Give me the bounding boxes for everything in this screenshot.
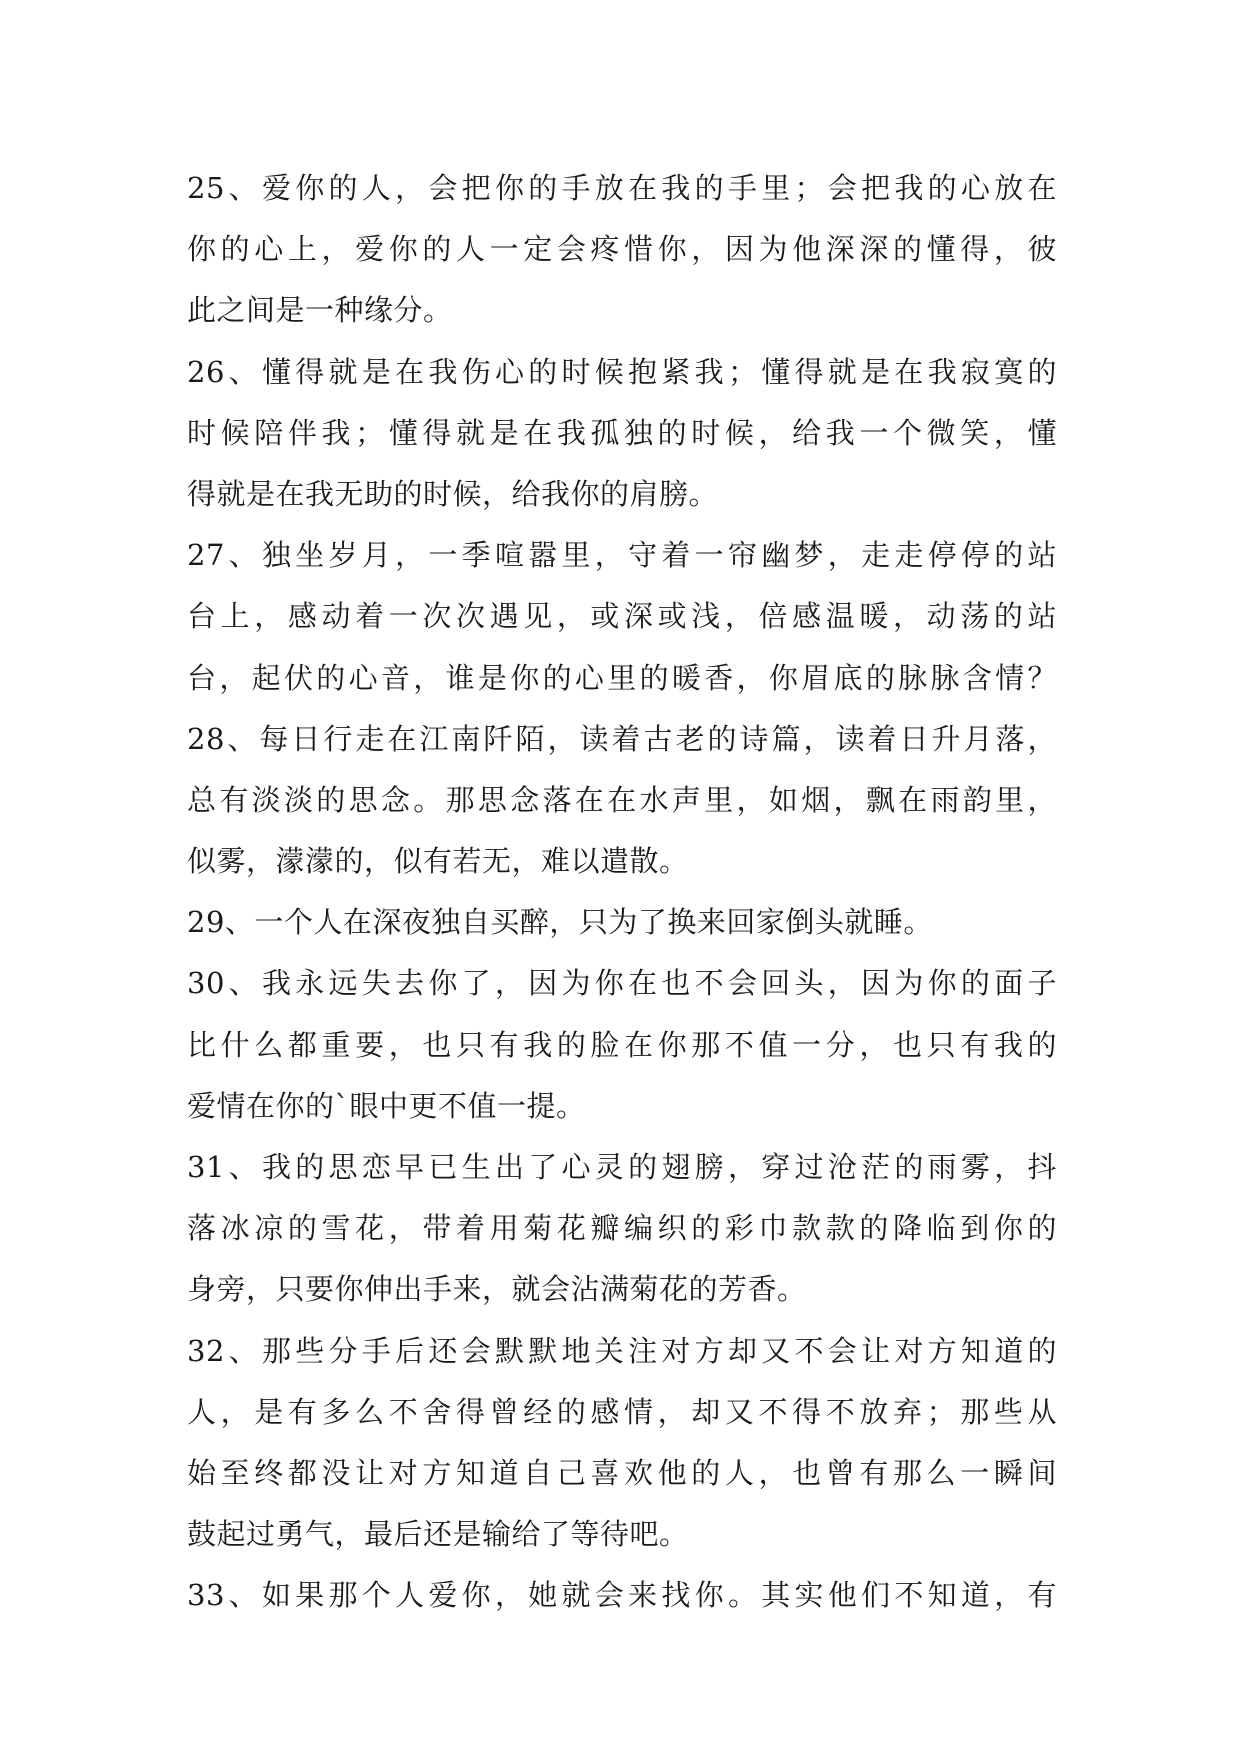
document-body <box>187 158 1057 1627</box>
text-line: 32、那些分手后还会默默地关注对方却又不会让对方知道的 <box>187 1333 1057 1368</box>
text-line: 你的心上，爱你的人一定会疼惜你，因为他深深的懂得，彼 <box>187 232 1057 267</box>
text-line: 27、独坐岁月，一季喧嚣里，守着一帘幽梦，走走停停的站 <box>187 538 1057 573</box>
text-line: 时候陪伴我；懂得就是在我孤独的时候，给我一个微笑，懂 <box>187 415 1057 450</box>
text-line: 30、我永远失去你了，因为你在也不会回头，因为你的面子 <box>187 966 1057 1001</box>
text-line: 落冰凉的雪花，带着用菊花瓣编织的彩巾款款的降临到你的 <box>187 1211 1057 1246</box>
text-line: 爱情在你的`眼中更不值一提。 <box>187 1088 586 1123</box>
text-line: 人，是有多么不舍得曾经的感情，却又不得不放弃；那些从 <box>187 1394 1057 1429</box>
text-line: 台，起伏的心音，谁是你的心里的暖香，你眉底的脉脉含情？ <box>187 660 1057 695</box>
text-line: 台上，感动着一次次遇见，或深或浅，倍感温暖，动荡的站 <box>187 599 1057 634</box>
text-line: 26、懂得就是在我伤心的时候抱紧我；懂得就是在我寂寞的 <box>187 354 1057 389</box>
text-line: 似雾，濛濛的，似有若无，难以遣散。 <box>187 844 689 879</box>
text-line: 33、如果那个人爱你，她就会来找你。其实他们不知道，有 <box>187 1578 1057 1613</box>
text-line: 始至终都没让对方知道自己喜欢他的人，也曾有那么一瞬间 <box>187 1455 1057 1490</box>
text-line: 比什么都重要，也只有我的脸在你那不值一分，也只有我的 <box>187 1027 1057 1062</box>
text-line: 鼓起过勇气，最后还是输给了等待吧。 <box>187 1517 689 1552</box>
text-line: 身旁，只要你伸出手来，就会沾满菊花的芳香。 <box>187 1272 807 1307</box>
text-line: 29、一个人在深夜独自买醉，只为了换来回家倒头就睡。 <box>187 905 933 940</box>
text-line: 25、爱你的人，会把你的手放在我的手里；会把我的心放在 <box>187 171 1057 205</box>
text-line: 得就是在我无助的时候，给我你的肩膀。 <box>187 476 719 511</box>
text-line: 28、每日行走在江南阡陌，读着古老的诗篇，读着日升月落， <box>187 721 1057 756</box>
text-line: 31、我的思恋早已生出了心灵的翅膀，穿过沧茫的雨雾，抖 <box>187 1150 1057 1184</box>
text-line: 总有淡淡的思念。那思念落在在水声里，如烟，飘在雨韵里， <box>187 782 1057 817</box>
text-line: 此之间是一种缘分。 <box>187 293 453 328</box>
